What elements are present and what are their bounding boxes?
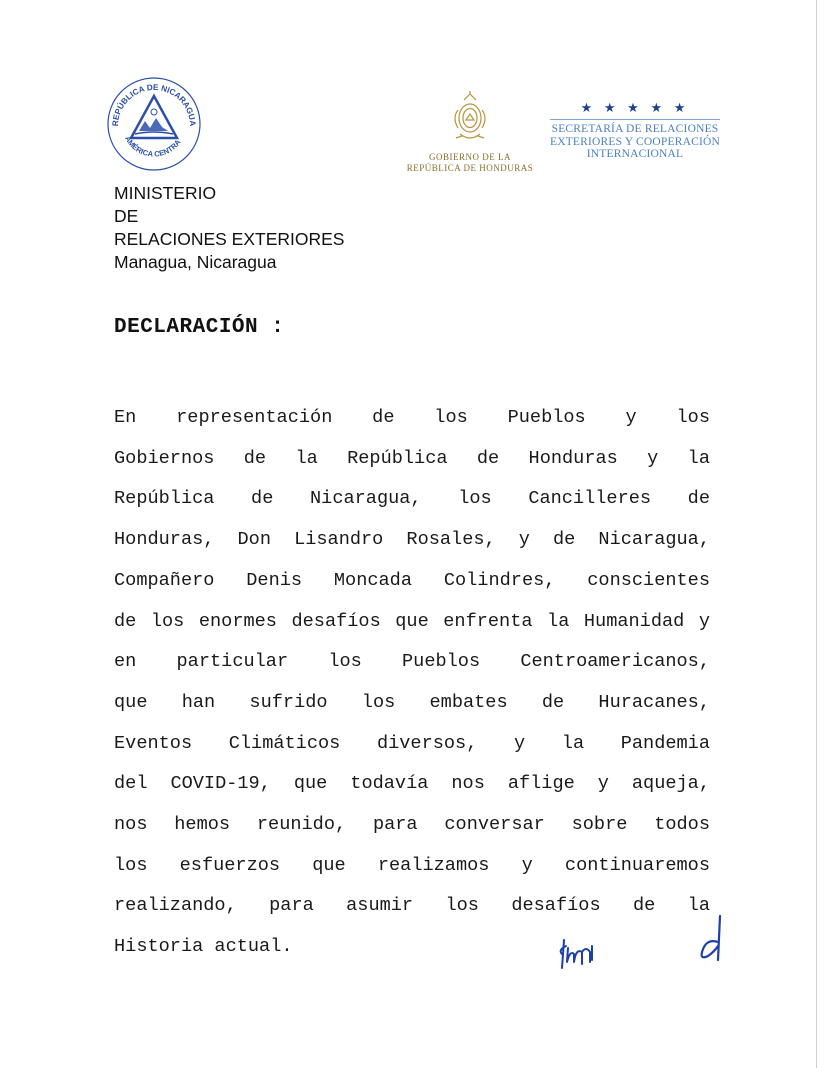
body-line: en particular los Pueblos Centroamericanos, (114, 651, 710, 673)
secretaria-line-2: EXTERIORES Y COOPERACIÓN (549, 135, 721, 148)
ministry-line-1: MINISTERIO (114, 183, 217, 203)
body-line: de los enormes desafíos que enfrenta la Humanidad y (114, 610, 710, 632)
signature-initials-icon (556, 928, 604, 981)
body-line: nos hemos reunido, para conversar sobre todos (114, 814, 710, 836)
honduras-government-block (400, 90, 540, 174)
honduras-gov-line-2: REPÚBLICA DE HONDURAS (406, 163, 534, 173)
body-line: Historia actual. (114, 936, 293, 958)
body-line: Honduras, Don Lisandro Rosales, y de Nicaragua, (114, 529, 710, 551)
honduras-emblem-icon (448, 90, 492, 146)
seal-ring-top: REPÚBLICA DE NICARAGUA (110, 82, 198, 127)
secretaria-block (540, 100, 730, 161)
secretaria-rule (550, 119, 720, 120)
body-line: En representación de los Pueblos y los (114, 407, 710, 428)
body-line: Gobiernos de la República de Honduras y la (114, 447, 710, 469)
body-line: del COVID-19, que todavía nos aflige y aqueja, (114, 773, 710, 795)
seal-ring-bottom: AMÉRICA CENTRA (123, 134, 183, 159)
ministry-line-2: DE (114, 206, 139, 226)
stars-icon: ★ ★ ★ ★ ★ (580, 100, 690, 115)
body-line: Eventos Climáticos diversos, y la Pandemia (114, 732, 710, 754)
secretaria-line-1: SECRETARÍA DE RELACIONES (551, 123, 719, 135)
declaration-body (114, 398, 710, 968)
ministry-line-3: RELACIONES EXTERIORES (114, 229, 345, 249)
page-edge (816, 0, 817, 1068)
body-line: que han sufrido los embates de Huracanes, (114, 691, 710, 713)
honduras-gov-line-1: GOBIERNO DE LA (429, 152, 511, 162)
body-line: Compañero Denis Moncada Colindres, conscientes (114, 569, 710, 591)
signature-initial-icon (696, 912, 730, 969)
body-line: República de Nicaragua, los Cancilleres de (114, 488, 710, 510)
body-line: realizando, para asumir los desafíos de la (114, 895, 710, 917)
ministry-block (114, 182, 344, 274)
secretaria-line-3: INTERNACIONAL (586, 148, 684, 160)
nicaragua-seal-icon (104, 74, 204, 174)
ministry-location: Managua, Nicaragua (114, 252, 277, 272)
declaration-heading: DECLARACIÓN : (114, 316, 285, 339)
body-line: los esfuerzos que realizamos y continuaremos (114, 854, 710, 876)
